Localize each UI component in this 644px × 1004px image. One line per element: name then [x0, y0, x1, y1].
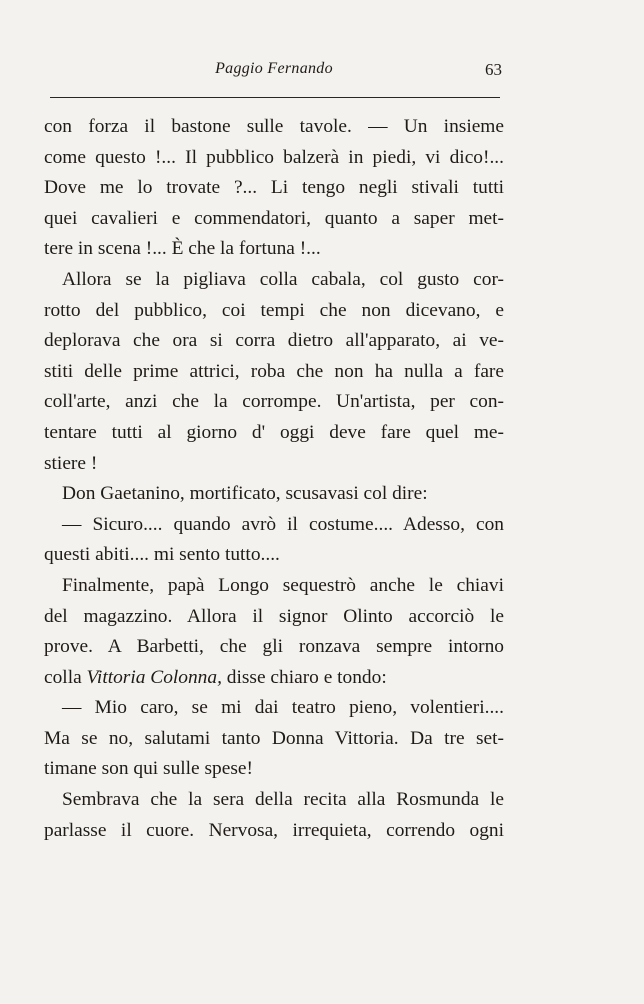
text-line: tere in scena !... È che la fortuna !...	[44, 238, 321, 260]
text-line: Ma se no, salutami tanto Donna Vittoria. Da tre set-	[44, 727, 504, 749]
text-line: rotto del pubblico, coi tempi che non dicevano, e	[44, 299, 504, 321]
text-line: deplorava che ora si corra dietro all'apparato, ai ve-	[44, 330, 504, 352]
text-line: parlasse il cuore. Nervosa, irrequieta, correndo ogni	[44, 819, 504, 841]
paragraph	[44, 265, 504, 479]
text-line: questi abiti.... mi sento tutto....	[44, 544, 280, 566]
italic-title: Vittoria Colonna,	[86, 666, 222, 688]
paragraph	[44, 693, 504, 785]
paragraph	[44, 510, 504, 571]
text-line: Don Gaetanino, mortificato, scusavasi col dire:	[62, 483, 428, 505]
text-line: tentare tutti al giorno d' oggi deve fare quel me-	[44, 421, 504, 443]
text-line: del magazzino. Allora il signor Olinto accorciò le	[44, 605, 504, 627]
text-line: coll'arte, anzi che la corrompe. Un'artista, per con-	[44, 391, 504, 413]
text-fragment: colla	[44, 666, 87, 688]
text-line: Finalmente, papà Longo sequestrò anche le chiavi	[62, 574, 504, 596]
page-number: 63	[485, 60, 502, 79]
paragraph	[44, 785, 504, 846]
text-line	[44, 663, 504, 694]
header-rule	[50, 97, 500, 98]
text-line: stiere !	[44, 452, 98, 474]
text-line: stiti delle prime attrici, roba che non ha nulla a fare	[44, 360, 504, 382]
text-line: prove. A Barbetti, che gli ronzava sempre intorno	[44, 636, 504, 658]
text-line: — Mio caro, se mi dai teatro pieno, volentieri....	[62, 697, 504, 719]
page-header	[46, 60, 502, 90]
text-line: Sembrava che la sera della recita alla Rosmunda le	[62, 789, 504, 811]
text-fragment: disse chiaro e tondo:	[221, 666, 387, 688]
paragraph	[44, 479, 504, 510]
text-line: Allora se la pigliava colla cabala, col gusto cor-	[62, 268, 504, 290]
text-line: — Sicuro.... quando avrò il costume.... Adesso, con	[62, 513, 504, 535]
paragraph	[44, 112, 504, 265]
running-title: Paggio Fernando	[215, 60, 333, 77]
text-line: quei cavalieri e commendatori, quanto a saper met-	[44, 207, 504, 229]
body-text	[44, 112, 504, 846]
text-line: timane son qui sulle spese!	[44, 758, 253, 780]
text-line: con forza il bastone sulle tavole. — Un insieme	[44, 116, 504, 137]
text-line: come questo !... Il pubblico balzerà in piedi, vi dico!...	[44, 146, 504, 168]
paragraph	[44, 571, 504, 693]
text-line: Dove me lo trovate ?... Li tengo negli stivali tutti	[44, 177, 504, 199]
